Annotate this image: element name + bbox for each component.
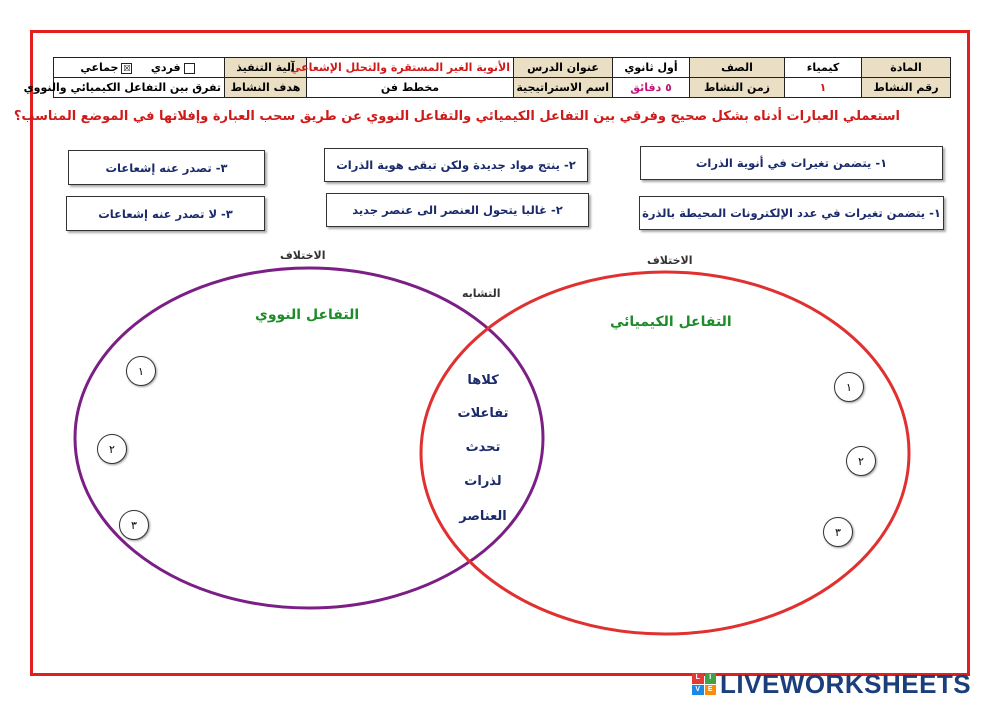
logo-letter-v: V — [692, 685, 704, 696]
activity-info-table — [23, 57, 951, 98]
chemical-drop-slot-2[interactable]: ٢ — [846, 446, 876, 476]
lesson-label: عنوان الدرس — [514, 58, 613, 78]
common-text-line-4: لذرات — [464, 474, 502, 489]
difference-label-right: الاختلاف — [647, 254, 693, 267]
common-text-line-3: تحدث — [465, 440, 501, 455]
mechanism-label: آلية التنفيذ — [225, 58, 307, 78]
statement-card-1b[interactable]: ١- يتضمن تغيرات في عدد الإلكترونات المحيطة بالذرة — [639, 196, 944, 230]
statement-card-2b[interactable]: ٢- غالبا يتحول العنصر الى عنصر جديد — [326, 193, 589, 227]
activity-number-label: رقم النشاط — [862, 78, 951, 98]
lesson-value: الأنوية الغير المستقرة والتحلل الإشعاعي — [307, 58, 514, 78]
logo-letter-l: L — [692, 673, 704, 684]
logo-letter-i: I — [705, 673, 717, 684]
chemical-drop-slot-3[interactable]: ٣ — [823, 517, 853, 547]
similarity-label: التشابه — [462, 287, 501, 300]
goal-label: هدف النشاط — [225, 78, 307, 98]
difference-label-left: الاختلاف — [280, 249, 326, 262]
strategy-label: اسم الاستراتيجية — [514, 78, 613, 98]
logo-letter-e: E — [705, 685, 717, 696]
subject-label: المادة — [862, 58, 951, 78]
instruction-text: استعملي العبارات أدناه بشكل صحيح وفرقي بين التفاعل الكيميائي والتفاعل النووي عن طريق سحب العبارة وإفلاتها في الموضع المناسب؟ — [13, 109, 900, 124]
liveworksheets-logo — [692, 668, 992, 700]
page-frame — [13, 30, 970, 676]
time-value: ٥ دقائق — [613, 78, 690, 98]
individual-checkbox[interactable] — [184, 63, 195, 74]
statement-card-3a[interactable]: ٣- تصدر عنه إشعاعات — [68, 150, 265, 185]
chemical-reaction-title: التفاعل الكيميائي — [610, 314, 732, 330]
common-text-line-2: تفاعلات — [457, 406, 509, 421]
nuclear-drop-slot-3[interactable]: ٣ — [119, 510, 149, 540]
nuclear-drop-slot-1[interactable]: ١ — [126, 356, 156, 386]
statement-card-1a[interactable]: ١- يتضمن تغيرات في أنوية الذرات — [640, 146, 943, 180]
nuclear-drop-slot-2[interactable]: ٢ — [97, 434, 127, 464]
common-text-line-1: كلاها — [467, 373, 499, 388]
strategy-value: مخطط فن — [307, 78, 514, 98]
logo-text: LIVEWORKSHEETS — [720, 668, 972, 699]
statement-card-3b[interactable]: ٣- لا تصدر عنه إشعاعات — [66, 196, 265, 231]
group-checkbox[interactable]: ☒ — [123, 63, 131, 73]
time-label: زمن النشاط — [690, 78, 785, 98]
info-row-2 — [54, 78, 951, 98]
goal-value: تفرق بين التفاعل الكيميائي والنووي — [54, 78, 225, 98]
common-text-line-5: العناصر — [459, 509, 507, 524]
nuclear-reaction-title: التفاعل النووي — [255, 307, 360, 323]
grade-value: أول ثانوي — [613, 58, 690, 78]
chemical-drop-slot-1[interactable]: ١ — [834, 372, 864, 402]
statement-card-2a[interactable]: ٢- ينتج مواد جديدة ولكن تبقى هوية الذرات — [324, 148, 588, 182]
activity-number-value: ١ — [785, 78, 862, 98]
individual-label: فردي — [150, 61, 181, 74]
info-row-1 — [54, 58, 951, 78]
grade-label: الصف — [690, 58, 785, 78]
group-label: جماعي — [80, 61, 119, 74]
subject-value: كيمياء — [785, 58, 862, 78]
logo-mark-icon — [692, 673, 716, 695]
mechanism-options — [54, 58, 225, 78]
